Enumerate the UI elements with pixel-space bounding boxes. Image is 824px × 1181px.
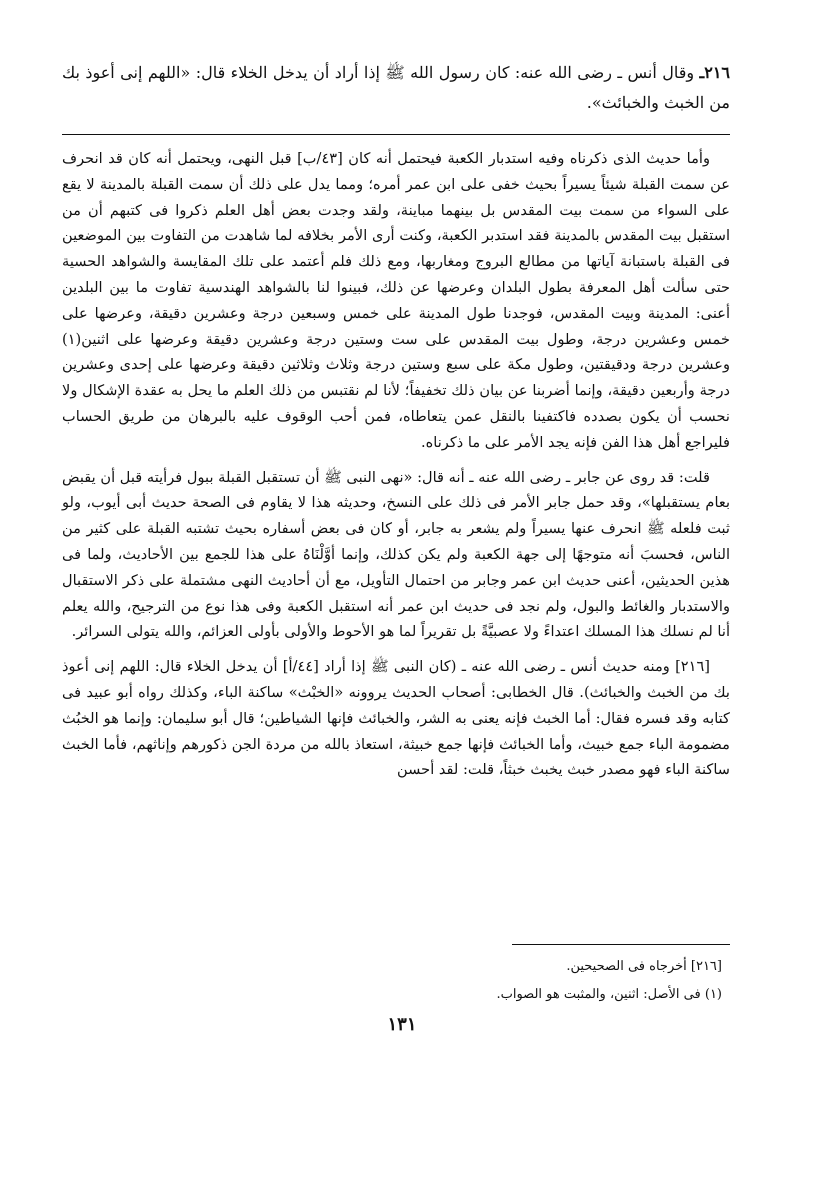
paragraph: وأما حديث الذى ذكرناه وفيه استدبار الكعبة فيحتمل أنه كان [٤٣/ب] قبل النهى، ويحتمل أنه كان قد انحرف عن سمت القبلة شيئاً يسيراً بحيث خفى على ابن عمر أمره؛ ومما يدل على ذلك أن سمت القبلة بالمدينة لا يقع على السواء من سمت بيت المقدس بل بينهما مباينة، ولقد وجدت بعض أهل العلم ذكروا فى كتبهم أن من استقبل بيت المقدس بالمدينة فقد استدبر الكعبة، وكنت أرى الأمر بخلافه لما شاهدت من التفاوت بين الموضعين فى القبلة باستبانة آياتها من مطالع البروج ومغاربها، ومع ذلك فلم أعتمد على تلك المقايسة والشواهد الحسية حتى سألت أهل المعرفة بطول البلدان وعرضها عن ذلك، فبينوا لنا بالشواهد الهندسية تفاوت ما بين البلدين أعنى: المدينة وبيت المقدس، فوجدنا طول المدينة على خمس وسبعين درجة وعشرين دقيقة، وعرضها على خمس وعشرين درجة، وطول بيت المقدس على ست وستين درجة وعشرين دقيقة وعرضها على اثنين(١) وعشرين درجة ودقيقتين، وطول مكة على سبع وستين درجة وثلاث وثلاثين دقيقة وعرضها على إحدى وعشرين درجة وأربعين دقيقة، وإنما أضربنا عن بيان ذلك تخفيفاً؛ لأنا لم نقتبس من ذلك العلم ما يحل به عقدة الإشكال ولا نحسب أن يكون بصدده فاكتفينا بالنقل عمن يتعاطاه، فمن أحب الوقوف عليه بالبرهان من طريق الحساب فليراجع أهل هذا الفن فإنه يجد الأمر على ما ذكرناه. [62, 150, 730, 451]
footnote: (١) فى الأصل: اثنين، والمثبت هو الصواب. [496, 987, 722, 1002]
header-divider [62, 134, 730, 135]
hadith-header-text [62, 58, 730, 118]
paragraph: قلت: قد روى عن جابر ـ رضى الله عنه ـ أنه قال: «نهى النبى ﷺ أن تستقبل القبلة ببول فرأيته قبل أن يقبض بعام يستقبلها»، وقد حمل جابر الأمر فى ذلك على النسخ، وحديثه هذا لا يقاوم فى الصحة حديث أبى أيوب، ولو ثبت فلعله ﷺ انحرف عنها يسيراً ولم يشعر به جابر، أو كان فى بعض أسفاره بحيث تشتبه القبلة على كثير من الناس، فحسبَ أنه متوجهًا إلى جهة الكعبة ولم يكن كذلك، وإنما أوَّلْنَاهُ على هذا للجمع بين الأحاديث، ولما فى هذين الحديثين، أعنى حديث ابن عمر وجابر من احتمال التأويل، مع أن أحاديث النهى مشتملة على ذكر الاستقبال والاستدبار والغائط والبول، ولم نجد فى حديث ابن عمر أنه استقبل الكعبة وفى هذا نوع من الترجيح، والله يعلم أنا لم نسلك هذا المسلك اعتداءً ولا عصبيَّةً بل تقريراً لما هو الأحوط والأولى بأولى العزائم، والله يتولى السرائر. [62, 468, 730, 641]
hadith-text: وقال أنس ـ رضى الله عنه: كان رسول الله ﷺ إذا أراد أن يدخل الخلاء قال: «اللهم إنى أعوذ بك من الخبث والخبائث». [62, 63, 730, 112]
hadith-header [62, 58, 730, 118]
hadith-number: ٢١٦ـ [699, 63, 730, 82]
paragraph: [٢١٦] ومنه حديث أنس ـ رضى الله عنه ـ (كان النبى ﷺ إذا أراد [٤٤/أ] أن يدخل الخلاء قال: اللهم إنى أعوذ بك من الخبث والخبائث). قال الخطابى: أصحاب الحديث يروونه «الخبْث» ساكنة الباء، وكذلك رواه أبو عبيد فى كتابه وقد فسره فقال: أما الخبث فإنه يعنى به الشر، والخبائث فإنها الشياطين؛ قال أبو سليمان: وإنما هو الخبُث مضمومة الباء جمع خبيث، وأما الخبائث فإنها جمع خبيثة، استعاذ بالله من مردة الجن ذكورهم وإناثهم، فأما الخبث ساكنة الباء فهو مصدر خبث يخبث خبثاً، قلت: لقد أحسن [62, 658, 730, 779]
commentary-body [62, 146, 730, 792]
footnote: [٢١٦] أخرجاه فى الصحيحين. [566, 959, 722, 974]
page-number: ١٣١ [387, 1014, 417, 1035]
footnote-divider [512, 944, 730, 945]
